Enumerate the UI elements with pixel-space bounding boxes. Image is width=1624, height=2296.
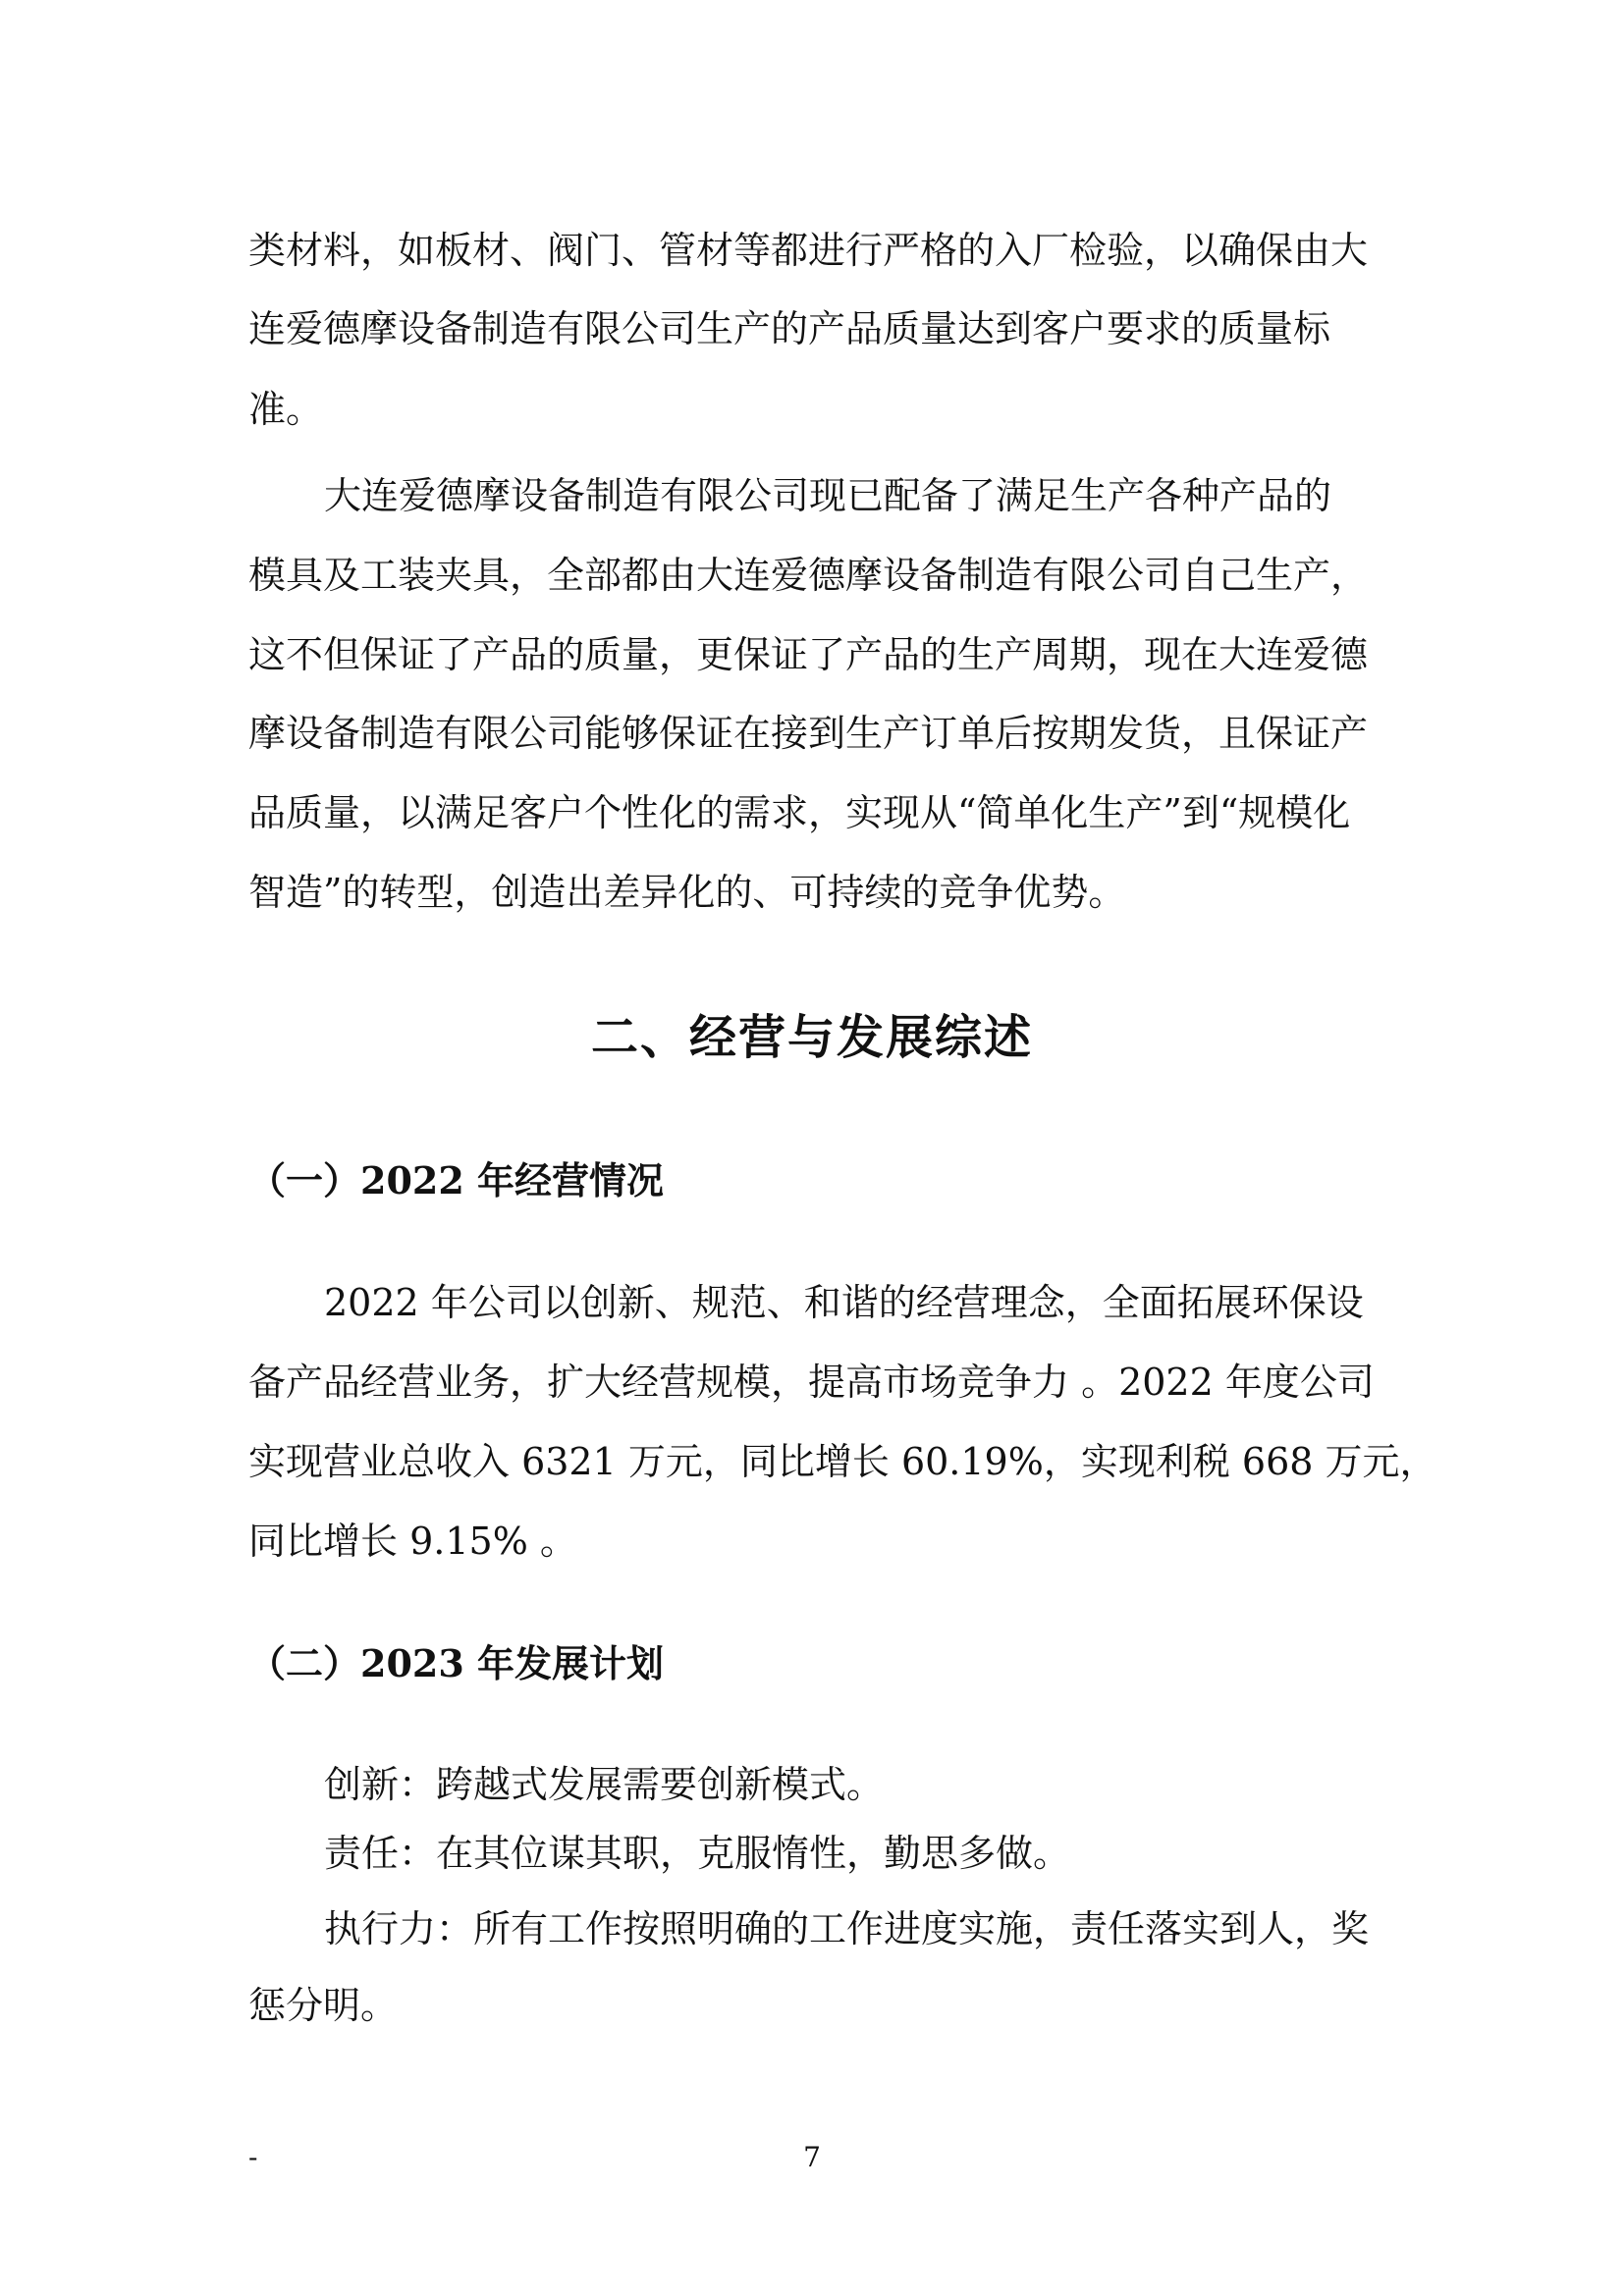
text-line: 同比增长 9.15% 。 [248, 1520, 577, 1563]
text-line: 连爱德摩设备制造有限公司生产的产品质量达到客户要求的质量标 [248, 307, 1331, 350]
subsection-title-2023: （二）2023 年发展计划 [248, 1641, 664, 1685]
text-line: 这不但保证了产品的质量，更保证了产品的生产周期，现在大连爱德 [248, 633, 1369, 676]
text-line: 大连爱德摩设备制造有限公司现已配备了满足生产各种产品的 [324, 474, 1332, 517]
list-item: 责任：在其位谋其职，克服惰性，勤思多做。 [324, 1832, 1071, 1875]
text-line: 准。 [248, 388, 324, 431]
text-line: 摩设备制造有限公司能够保证在接到生产订单后按期发货，且保证产 [248, 712, 1369, 755]
list-item: 执行力：所有工作按照明确的工作进度实施，责任落实到人，奖 [324, 1907, 1370, 1950]
section-heading: 二、经营与发展综述 [590, 1010, 1033, 1065]
text-line: 实现营业总收入 6321 万元，同比增长 60.19%，实现利税 668 万元， [248, 1440, 1437, 1483]
text-line: 模具及工装夹具，全部都由大连爱德摩设备制造有限公司自己生产， [248, 554, 1369, 597]
text-line: 品质量，以满足客户个性化的需求，实现从“简单化生产”到“规模化 [248, 791, 1351, 834]
list-item-continuation: 惩分明。 [248, 1984, 399, 2027]
list-item: 创新：跨越式发展需要创新模式。 [324, 1763, 885, 1806]
text-line: 智造”的转型，创造出差异化的、可持续的竞争优势。 [248, 871, 1126, 914]
text-line: 类材料，如板材、阀门、管材等都进行严格的入厂检验，以确保由大 [248, 229, 1369, 272]
text-line: 2022 年公司以创新、规范、和谐的经营理念，全面拓展环保设 [324, 1281, 1364, 1324]
footer-dash: - [248, 2141, 258, 2173]
page-number: 7 [803, 2141, 821, 2173]
subsection-title-2022: （一）2022 年经营情况 [248, 1158, 664, 1202]
text-line: 备产品经营业务，扩大经营规模，提高市场竞争力 。2022 年度公司 [248, 1361, 1375, 1404]
